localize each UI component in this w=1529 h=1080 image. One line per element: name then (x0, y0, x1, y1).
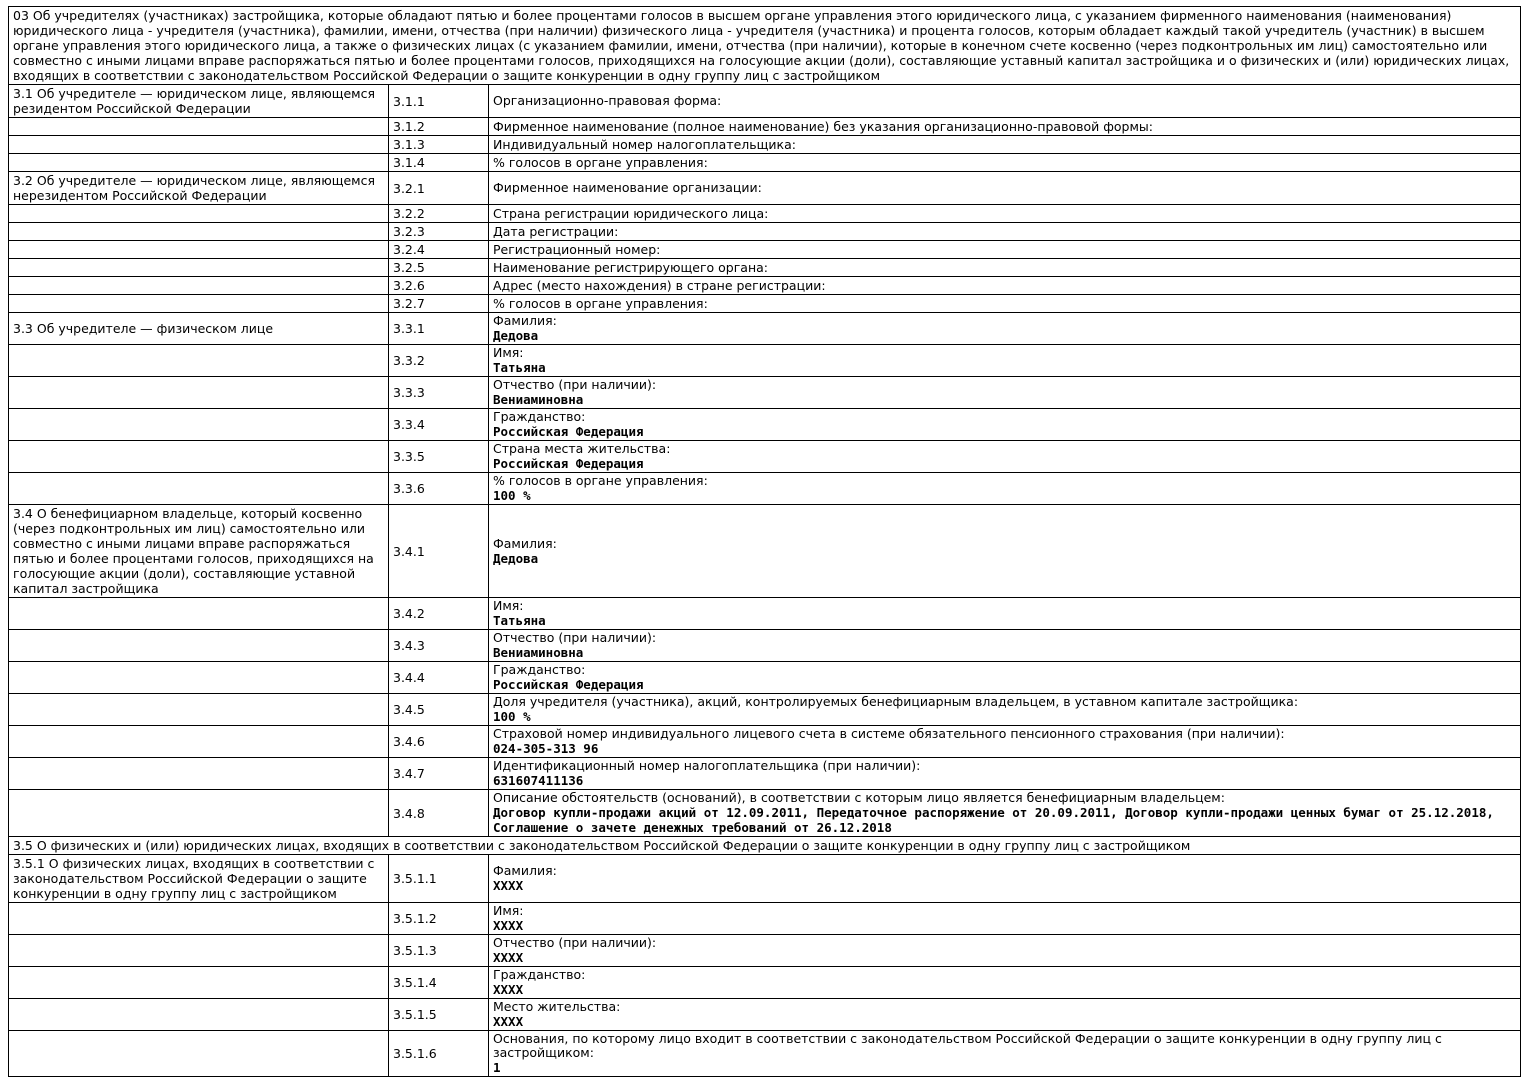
field-value: XXXX (493, 1014, 524, 1029)
section-label-cell (9, 790, 389, 837)
field-cell (489, 999, 1521, 1031)
table-row (9, 241, 1521, 259)
field-cell (489, 313, 1521, 345)
table-row (9, 259, 1521, 277)
item-number-cell: 3.1.1 (389, 85, 489, 118)
table-row (9, 694, 1521, 726)
field-label: Отчество (при наличии): (493, 377, 657, 392)
field-value: Российская Федерация (493, 456, 644, 471)
table-row (9, 662, 1521, 694)
table-body (9, 7, 1521, 1077)
table-row (9, 313, 1521, 345)
item-number-cell: 3.2.7 (389, 295, 489, 313)
section-label-cell: 3.5.1 О физических лицах, входящих в соответствии с законодательством Российской Федерации о защите конкуренции в одну группу лиц с застройщиком (9, 855, 389, 903)
section-label-cell (9, 758, 389, 790)
field-value: Дедова (493, 550, 539, 566)
field-cell (489, 277, 1521, 295)
field-value: Российская Федерация (493, 677, 644, 692)
field-cell (489, 118, 1521, 136)
field-value: 631607411136 (493, 773, 584, 788)
field-value: Татьяна (493, 360, 546, 375)
item-number-cell: 3.1.2 (389, 118, 489, 136)
field-label: % голосов в органе управления: (493, 295, 708, 311)
table-row (9, 441, 1521, 473)
table-row (9, 505, 1521, 598)
item-number-cell: 3.1.4 (389, 154, 489, 172)
field-label: Фамилия: (493, 535, 557, 551)
section-label-cell (9, 473, 389, 505)
item-number-cell: 3.3.4 (389, 409, 489, 441)
field-label: Гражданство: (493, 967, 586, 982)
field-cell (489, 505, 1521, 598)
table-row (9, 409, 1521, 441)
item-number-cell: 3.5.1.4 (389, 967, 489, 999)
field-cell (489, 136, 1521, 154)
field-cell (489, 758, 1521, 790)
section-label-cell (9, 903, 389, 935)
field-cell (489, 259, 1521, 277)
item-number-cell: 3.5.1.2 (389, 903, 489, 935)
table-row (9, 223, 1521, 241)
table-row (9, 630, 1521, 662)
section-label-cell (9, 999, 389, 1031)
field-cell (489, 598, 1521, 630)
item-number-cell: 3.5.1.1 (389, 855, 489, 903)
field-value: Вениаминовна (493, 645, 584, 660)
table-row (9, 295, 1521, 313)
section-label-cell (9, 726, 389, 758)
field-cell (489, 441, 1521, 473)
field-label: Доля учредителя (участника), акций, контролируемых бенефициарным владельцем, в уставном капитале застройщика: (493, 694, 1299, 709)
section-label-cell (9, 205, 389, 223)
table-row (9, 837, 1521, 855)
table-row (9, 999, 1521, 1031)
field-cell (489, 172, 1521, 205)
item-number-cell: 3.4.7 (389, 758, 489, 790)
field-label: Имя: (493, 598, 524, 613)
group-span-cell: 3.5 О физических и (или) юридических лицах, входящих в соответствии с законодательством Российской Федерации о защите конкуренции в одну группу лиц с застройщиком (9, 837, 1521, 855)
table-row (9, 118, 1521, 136)
field-label: Место жительства: (493, 999, 621, 1014)
section-label-cell: 3.2 Об учредителе — юридическом лице, являющемся нерезидентом Российской Федерации (9, 172, 389, 205)
field-value: Вениаминовна (493, 392, 584, 407)
field-label: Организационно-правовая форма: (493, 93, 722, 108)
section-label-cell (9, 935, 389, 967)
table-row (9, 1031, 1521, 1077)
field-label: Фирменное наименование (полное наименование) без указания организационно-правовой формы: (493, 118, 1154, 134)
field-cell (489, 662, 1521, 694)
founders-declaration-table (8, 6, 1521, 1077)
field-label: Индивидуальный номер налогоплательщика: (493, 136, 796, 152)
table-row (9, 172, 1521, 205)
field-label: Фамилия: (493, 863, 557, 878)
section-label-cell (9, 154, 389, 172)
field-cell (489, 377, 1521, 409)
item-number-cell: 3.2.6 (389, 277, 489, 295)
item-number-cell: 3.2.2 (389, 205, 489, 223)
field-label: Фирменное наименование организации: (493, 180, 762, 195)
table-row (9, 758, 1521, 790)
item-number-cell: 3.3.3 (389, 377, 489, 409)
field-value: XXXX (493, 982, 524, 997)
field-label: Наименование регистрирующего органа: (493, 259, 768, 275)
item-number-cell: 3.3.5 (389, 441, 489, 473)
field-label: Дата регистрации: (493, 223, 619, 239)
section-label-cell (9, 1031, 389, 1077)
section-label-cell (9, 277, 389, 295)
field-cell (489, 241, 1521, 259)
field-cell (489, 694, 1521, 726)
field-cell (489, 726, 1521, 758)
field-value: 100 % (493, 488, 531, 503)
field-cell (489, 205, 1521, 223)
table-row (9, 855, 1521, 903)
field-label: Гражданство: (493, 409, 586, 424)
table-row (9, 205, 1521, 223)
table-row (9, 598, 1521, 630)
field-label: Страна регистрации юридического лица: (493, 205, 769, 221)
field-value: Договор купли-продажи акций от 12.09.2011, Передаточное распоряжение от 20.09.2011, Договор купли-продажи ценных бумаг от 25.12.2018, Соглашение о зачете денежных требований от 26.12.2018 (493, 805, 1494, 835)
field-value: Татьяна (493, 613, 546, 628)
field-value: 024-305-313 96 (493, 741, 599, 756)
field-label: Описание обстоятельств (оснований), в соответствии с которым лицо является бенефициарным владельцем: (493, 790, 1225, 805)
section-label-cell: 3.1 Об учредителе — юридическом лице, являющемся резидентом Российской Федерации (9, 85, 389, 118)
field-value: Российская Федерация (493, 424, 644, 439)
section-label-cell (9, 241, 389, 259)
item-number-cell: 3.5.1.5 (389, 999, 489, 1031)
item-number-cell: 3.2.1 (389, 172, 489, 205)
section-label-cell (9, 409, 389, 441)
item-number-cell: 3.4.8 (389, 790, 489, 837)
section-03-header-row (9, 7, 1521, 85)
section-label-cell (9, 345, 389, 377)
table-row (9, 790, 1521, 837)
field-cell (489, 295, 1521, 313)
item-number-cell: 3.4.2 (389, 598, 489, 630)
table-row (9, 85, 1521, 118)
item-number-cell: 3.4.6 (389, 726, 489, 758)
field-label: Основания, по которому лицо входит в соответствии с законодательством Российской Федерации о защите конкуренции в одну группу лиц с застройщиком: (493, 1031, 1442, 1060)
section-label-cell (9, 694, 389, 726)
field-value: 1 (493, 1060, 501, 1075)
table-row (9, 935, 1521, 967)
field-label: Фамилия: (493, 313, 557, 328)
section-label-cell: 3.4 О бенефициарном владельце, который косвенно (через подконтрольных им лиц) самостоятельно или совместно с иными лицами вправе распоряжаться пятью и более процентами голосов, приходящихся на голосующие акции (доли), составляющие уставной капитал застройщика (9, 505, 389, 598)
section-label-cell (9, 118, 389, 136)
field-cell (489, 935, 1521, 967)
table-row (9, 277, 1521, 295)
field-label: Страна места жительства: (493, 441, 671, 456)
field-cell (489, 790, 1521, 837)
section-label-cell (9, 967, 389, 999)
item-number-cell: 3.2.4 (389, 241, 489, 259)
field-cell (489, 630, 1521, 662)
field-label: Гражданство: (493, 662, 586, 677)
field-cell (489, 855, 1521, 903)
section-label-cell (9, 136, 389, 154)
field-label: Имя: (493, 345, 524, 360)
item-number-cell: 3.4.1 (389, 505, 489, 598)
table-row (9, 345, 1521, 377)
field-label: Страховой номер индивидуального лицевого счета в системе обязательного пенсионного страхования (при наличии): (493, 726, 1285, 741)
field-label: % голосов в органе управления: (493, 154, 708, 170)
field-label: Адрес (место нахождения) в стране регистрации: (493, 277, 826, 293)
item-number-cell: 3.5.1.6 (389, 1031, 489, 1077)
table-row (9, 473, 1521, 505)
field-cell (489, 903, 1521, 935)
item-number-cell: 3.3.1 (389, 313, 489, 345)
field-cell (489, 223, 1521, 241)
field-label: Идентификационный номер налогоплательщика (при наличии): (493, 758, 921, 773)
section-label-cell (9, 259, 389, 277)
table-row (9, 154, 1521, 172)
field-cell (489, 409, 1521, 441)
field-label: Имя: (493, 903, 524, 918)
section-label-cell: 3.3 Об учредителе — физическом лице (9, 313, 389, 345)
field-value: Дедова (493, 328, 539, 343)
section-label-cell (9, 630, 389, 662)
table-row (9, 136, 1521, 154)
field-label: Регистрационный номер: (493, 241, 661, 257)
field-cell (489, 154, 1521, 172)
item-number-cell: 3.3.2 (389, 345, 489, 377)
item-number-cell: 3.4.4 (389, 662, 489, 694)
table-row (9, 903, 1521, 935)
field-value: 100 % (493, 709, 531, 724)
section-label-cell (9, 662, 389, 694)
section-03-header-text: 03 Об учредителях (участниках) застройщика, которые обладают пятью и более процентами голосов в высшем органе управления этого юридического лица, с указанием фирменного наименования (наименования) юридического лица - учредителя (участника), фамилии, имени, отчества (при наличии) физического лица - учредителя (участника) и процента голосов, которым обладает каждый такой учредитель (участник) в высшем органе управления этого юридического лица, а также о физических лицах (с указанием фамилии, имени, отчества (при наличии), которые в конечном счете косвенно (через подконтрольных им лиц) самостоятельно или совместно с иными лицами вправе распоряжаться пятью и более процентами голосов, приходящихся на голосующие акции (доли), составляющие уставный капитал застройщика и о физических и (или) юридических лицах, входящих в соответствии с законодательством Российской Федерации о защите конкуренции в одну группу лиц с застройщиком (9, 7, 1521, 85)
section-label-cell (9, 441, 389, 473)
field-cell (489, 85, 1521, 118)
item-number-cell: 3.4.5 (389, 694, 489, 726)
section-label-cell (9, 598, 389, 630)
field-label: Отчество (при наличии): (493, 935, 657, 950)
field-cell (489, 967, 1521, 999)
field-value: XXXX (493, 918, 524, 933)
field-label: % голосов в органе управления: (493, 473, 708, 488)
field-value: XXXX (493, 878, 524, 893)
field-label: Отчество (при наличии): (493, 630, 657, 645)
table-row (9, 726, 1521, 758)
item-number-cell: 3.2.5 (389, 259, 489, 277)
table-row (9, 967, 1521, 999)
item-number-cell: 3.2.3 (389, 223, 489, 241)
field-cell (489, 1031, 1521, 1077)
field-value: XXXX (493, 950, 524, 965)
item-number-cell: 3.3.6 (389, 473, 489, 505)
field-cell (489, 345, 1521, 377)
table-row (9, 377, 1521, 409)
section-label-cell (9, 377, 389, 409)
item-number-cell: 3.5.1.3 (389, 935, 489, 967)
item-number-cell: 3.1.3 (389, 136, 489, 154)
field-cell (489, 473, 1521, 505)
section-label-cell (9, 295, 389, 313)
section-label-cell (9, 223, 389, 241)
item-number-cell: 3.4.3 (389, 630, 489, 662)
